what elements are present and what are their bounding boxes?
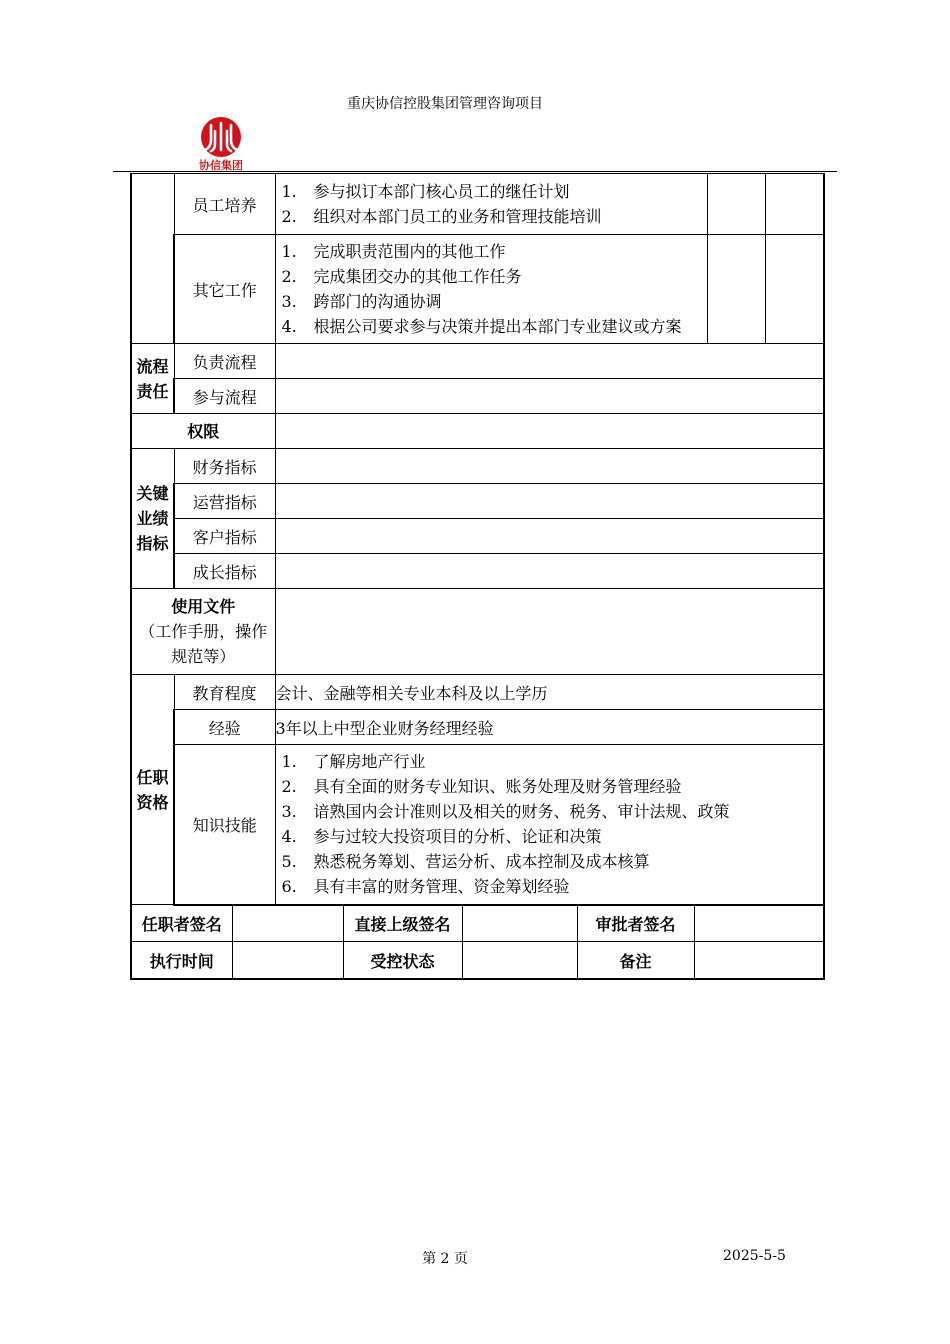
row-label: 其它工作 xyxy=(174,235,275,344)
table-row xyxy=(131,235,824,344)
table-row xyxy=(131,675,824,710)
empty-cell xyxy=(707,174,765,235)
value-cell xyxy=(275,449,824,484)
table-row xyxy=(131,449,824,484)
value-cell xyxy=(275,414,824,449)
header-title: 重庆协信控股集团管理咨询项目 xyxy=(347,96,543,112)
list-item: 2. 组织对本部门员工的业务和管理技能培训 xyxy=(281,207,602,226)
documents-subtitle: （工作手册，操作规范等） xyxy=(139,622,268,666)
education-value: 会计、金融等相关专业本科及以上学历 xyxy=(275,675,824,710)
value-cell xyxy=(275,589,824,675)
signature-field[interactable] xyxy=(232,942,343,980)
signature-field[interactable] xyxy=(462,905,577,942)
signature-field[interactable] xyxy=(694,905,824,942)
list-item: 4. 参与过较大投资项目的分析、论证和决策 xyxy=(281,827,602,847)
training-items xyxy=(275,174,707,235)
value-cell xyxy=(275,554,824,589)
signature-table xyxy=(130,904,825,980)
table-row xyxy=(131,484,824,519)
kpi-category: 关键 业绩 指标 xyxy=(131,449,174,589)
signature-field[interactable] xyxy=(462,942,577,980)
list-item: 1. 完成职责范围内的其他工作 xyxy=(281,242,506,261)
list-item: 6. 具有丰富的财务管理、资金筹划经验 xyxy=(281,877,570,897)
row-label: 知识技能 xyxy=(174,745,275,905)
row-label: 经验 xyxy=(174,710,275,745)
empty-cell xyxy=(765,174,824,235)
table-row xyxy=(131,745,824,905)
table-row xyxy=(131,905,824,942)
empty-cell xyxy=(765,235,824,344)
logo-text: 协信集团 xyxy=(199,159,243,172)
qualification-category: 任职 资格 xyxy=(131,675,174,905)
list-item: 2. 完成集团交办的其他工作任务 xyxy=(281,267,522,286)
signature-label: 直接上级签名 xyxy=(343,905,462,942)
table-row xyxy=(131,344,824,379)
table-row xyxy=(131,942,824,980)
page-number: 第 2 页 xyxy=(422,1251,468,1267)
table-row xyxy=(131,710,824,745)
authority-label: 权限 xyxy=(131,414,275,449)
signature-field[interactable] xyxy=(694,942,824,980)
value-cell xyxy=(275,344,824,379)
row-label: 员工培养 xyxy=(174,174,275,235)
header-divider xyxy=(113,171,837,172)
signature-label: 任职者签名 xyxy=(131,905,232,942)
table-row xyxy=(131,414,824,449)
row-label: 负责流程 xyxy=(174,344,275,379)
list-item: 4. 根据公司要求参与决策并提出本部门专业建议或方案 xyxy=(281,317,682,336)
value-cell xyxy=(275,379,824,414)
empty-cell xyxy=(707,235,765,344)
signature-label: 审批者签名 xyxy=(577,905,694,942)
duty-category-cell xyxy=(131,174,174,344)
list-item: 1. 了解房地产行业 xyxy=(281,752,426,772)
documents-title: 使用文件 xyxy=(171,597,236,616)
value-cell xyxy=(275,519,824,554)
row-label: 参与流程 xyxy=(174,379,275,414)
value-cell xyxy=(275,484,824,519)
list-item: 3. 谙熟国内会计准则以及相关的财务、税务、审计法规、政策 xyxy=(281,802,730,822)
process-category: 流程 责任 xyxy=(131,344,174,414)
row-label: 教育程度 xyxy=(174,675,275,710)
signature-label: 备注 xyxy=(577,942,694,980)
signature-label: 执行时间 xyxy=(131,942,232,980)
list-item: 2. 具有全面的财务专业知识、账务处理及财务管理经验 xyxy=(281,777,682,797)
table-row xyxy=(131,174,824,235)
table-row xyxy=(131,554,824,589)
list-item: 1. 参与拟订本部门核心员工的继任计划 xyxy=(281,182,570,201)
list-item: 3. 跨部门的沟通协调 xyxy=(281,292,442,311)
table-row xyxy=(131,519,824,554)
table-row xyxy=(131,379,824,414)
table-row xyxy=(131,589,824,675)
row-label: 客户指标 xyxy=(174,519,275,554)
experience-value: 3年以上中型企业财务经理经验 xyxy=(275,710,824,745)
footer-date: 2025-5-5 xyxy=(723,1248,786,1264)
row-label: 财务指标 xyxy=(174,449,275,484)
other-items xyxy=(275,235,707,344)
job-description-table xyxy=(130,173,825,906)
list-item: 5. 熟悉税务筹划、营运分析、成本控制及成本核算 xyxy=(281,852,650,872)
documents-label xyxy=(131,589,275,675)
row-label: 成长指标 xyxy=(174,554,275,589)
skills-items xyxy=(275,745,824,905)
signature-field[interactable] xyxy=(232,905,343,942)
row-label: 运营指标 xyxy=(174,484,275,519)
signature-label: 受控状态 xyxy=(343,942,462,980)
